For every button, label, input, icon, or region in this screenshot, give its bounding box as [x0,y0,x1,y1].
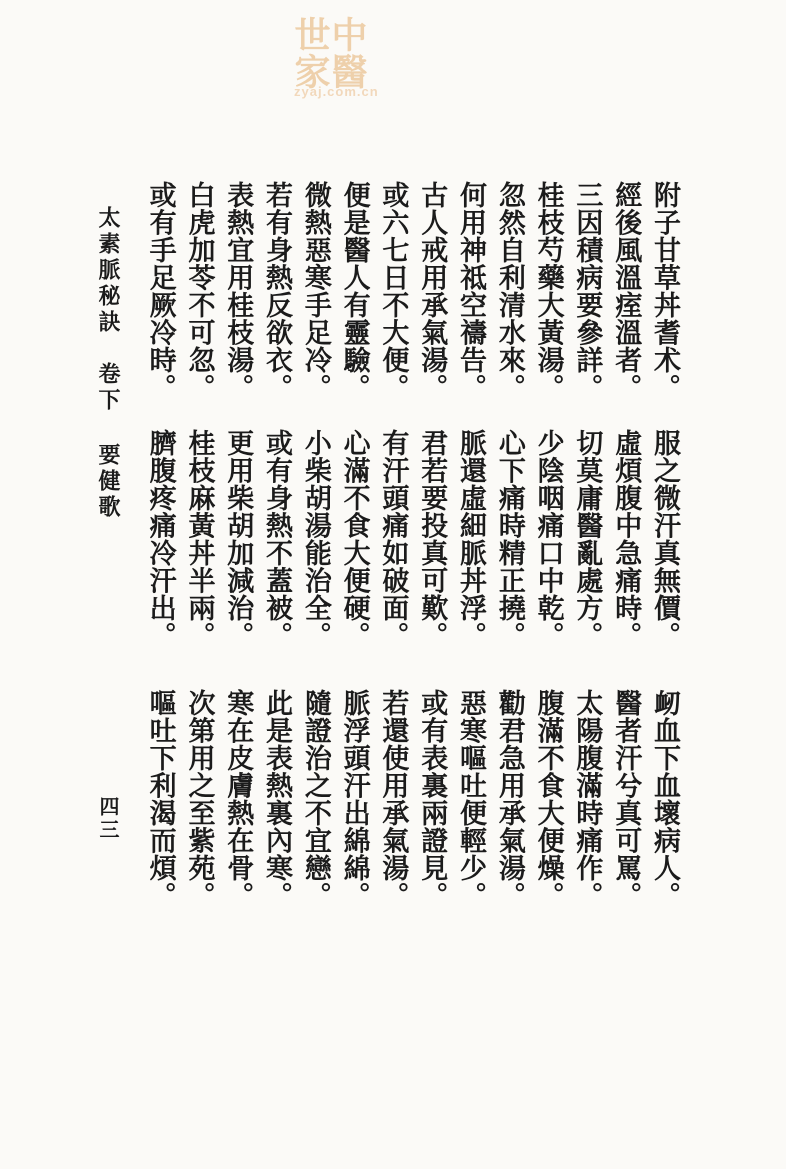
verse-column: 虛煩腹中急痛時。 [611,429,642,649]
verse-column: 或有手足厥冷時。 [145,181,176,401]
page-number: 四三 [96,796,118,842]
verse-column: 或六七日不大便。 [378,181,409,401]
verse-column: 切莫庸醫亂處方。 [572,429,603,649]
verse-column: 更用柴胡加減治。 [223,429,254,649]
verse-column: 有汗頭痛如破面。 [378,429,409,649]
watermark-url: zyaj.com.cn [294,84,379,99]
verse-column: 臍腹疼痛冷汗出。 [145,429,176,649]
verse-column: 嘔吐下利渴而煩。 [145,689,176,909]
verse-column: 脈還虛細脈丼浮。 [456,429,487,649]
verse-column: 或有身熱不蓋被。 [262,429,293,649]
verse-column: 表熱宜用桂枝湯。 [223,181,254,401]
verse-column: 若有身熱反欲衣。 [262,181,293,401]
verse-column: 桂枝芍藥大黃湯。 [533,181,564,401]
verse-column: 何用神祗空禱告。 [456,181,487,401]
watermark-seal-left-column: 世家 [290,16,330,90]
verse-column: 心滿不食大便硬。 [339,429,370,649]
verse-column: 君若要投真可歎。 [417,429,448,649]
verse-column: 少陰咽痛口中乾。 [533,429,564,649]
verse-column: 三因積病要參詳。 [572,181,603,401]
verse-column: 小柴胡湯能治全。 [300,429,331,649]
verse-column: 或有表裏兩證見。 [417,689,448,909]
running-title-book: 太素脈秘訣 [96,206,121,336]
verse-column: 桂枝麻黃丼半兩。 [184,429,215,649]
verse-column: 古人戒用承氣湯。 [417,181,448,401]
verse-column: 次第用之至紫苑。 [184,689,215,909]
verse-column: 脈浮頭汗出綿綿。 [339,689,370,909]
verse-block-bottom [140,689,684,917]
verse-column: 此是表熱裏內寒。 [262,689,293,909]
verse-column: 心下痛時精正撓。 [494,429,525,649]
running-title-volume: 卷下 [96,361,121,414]
verse-column: 白虎加苓不可忽。 [184,181,215,401]
verse-column: 勸君急用承氣湯。 [494,689,525,909]
verse-column: 太陽腹滿時痛作。 [572,689,603,909]
verse-column: 附子甘草丼耆术。 [650,181,680,401]
verse-column: 微熱惡寒手足冷。 [300,181,331,401]
verse-column: 寒在皮膚熱在骨。 [223,689,254,909]
running-title [93,206,124,606]
watermark-seal-right-column: 中醫 [327,16,367,90]
running-title-section: 要健歌 [96,443,121,521]
verse-block-top [140,181,684,409]
verse-column: 醫者汗兮真可罵。 [611,689,642,909]
verse-column: 若還使用承氣湯。 [378,689,409,909]
verse-column: 忽然自利清水來。 [494,181,525,401]
verse-column: 便是醫人有靈驗。 [339,181,370,401]
verse-column: 腹滿不食大便燥。 [533,689,564,909]
verse-block-middle [140,429,684,657]
verse-column: 服之微汗真無價。 [650,429,680,649]
verse-column: 惡寒嘔吐便輕少。 [456,689,487,909]
verse-column: 隨證治之不宜戀。 [300,689,331,909]
verse-column: 衂血下血壞病人。 [650,689,680,909]
verse-column: 經後風溫痓溫者。 [611,181,642,401]
